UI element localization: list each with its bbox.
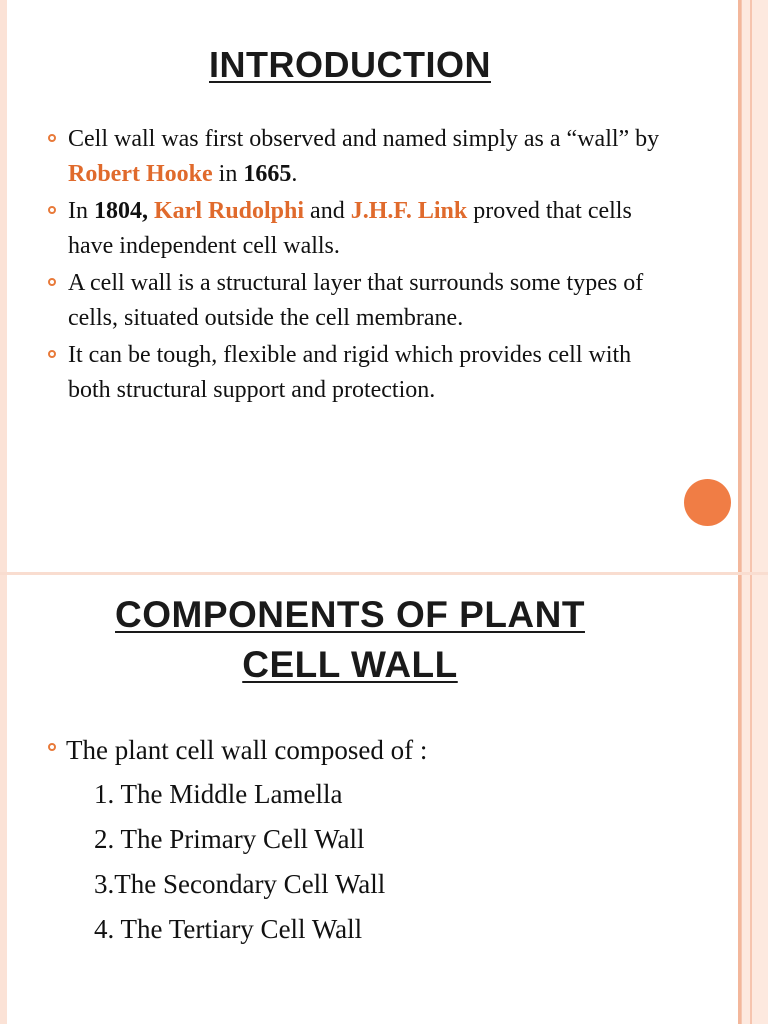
components-section: [48, 728, 668, 952]
highlighted-name: Robert Hooke: [68, 161, 213, 187]
hollow-circle-bullet-icon: [48, 206, 56, 214]
bullet-text: and: [304, 198, 351, 224]
intro-bullet-list: [48, 122, 673, 410]
hollow-circle-bullet-icon: [48, 743, 56, 751]
right-border-strip: [741, 0, 768, 574]
bullet-text: A cell wall is a structural layer that surrounds some types of cells, situated outside the cell membrane.: [68, 270, 644, 331]
slide-divider: [0, 572, 768, 575]
list-item: 4. The Tertiary Cell Wall: [94, 914, 363, 944]
list-item: 3.The Secondary Cell Wall: [94, 869, 386, 899]
bullet-text: proved that cells have independent cell walls.: [68, 198, 632, 259]
bullet-text: It can be tough, flexible and rigid which provides cell with both structural support and protection.: [68, 342, 632, 403]
highlighted-name: Karl Rudolphi: [154, 198, 305, 224]
list-item: 2. The Primary Cell Wall: [94, 824, 365, 854]
bullet-text: in: [212, 161, 244, 187]
bullet-text: .: [291, 161, 298, 187]
bold-text: 1804,: [94, 198, 148, 224]
title-line-1: COMPONENTS OF PLANT: [115, 594, 585, 635]
components-lead: [48, 728, 668, 772]
left-border-bar: [0, 0, 7, 574]
list-item: [48, 194, 673, 264]
list-item: [48, 338, 673, 408]
list-item: [48, 122, 673, 192]
highlighted-name: J.H.F. Link: [350, 198, 468, 224]
title-line-2: CELL WALL: [242, 644, 458, 685]
bullet-text: In: [68, 198, 94, 224]
hollow-circle-bullet-icon: [48, 278, 56, 286]
list-item: 1. The Middle Lamella: [94, 779, 343, 809]
right-border-strip: [741, 574, 768, 1024]
page-title-components: [0, 590, 700, 690]
hollow-circle-bullet-icon: [48, 134, 56, 142]
orange-dot-icon: [684, 479, 731, 526]
page-title-introduction: INTRODUCTION: [209, 44, 491, 85]
hollow-circle-bullet-icon: [48, 350, 56, 358]
components-list: [48, 772, 668, 952]
bullet-text: Cell wall was first observed and named simply as a “wall” by: [68, 126, 660, 152]
components-lead-text: The plant cell wall composed of :: [66, 735, 428, 765]
bold-text: 1665: [243, 161, 292, 187]
list-item: [48, 266, 673, 336]
